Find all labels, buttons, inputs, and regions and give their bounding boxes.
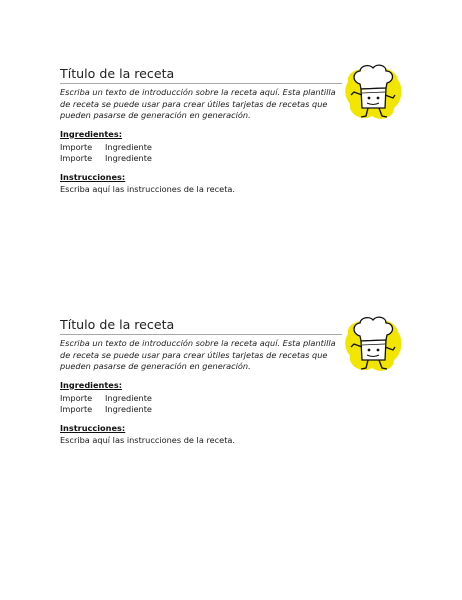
instructions-text[interactable]: Escriba aquí las instrucciones de la receta. bbox=[60, 434, 236, 445]
recipe-title[interactable]: Título de la receta bbox=[60, 317, 175, 332]
ingredient-name: Ingrediente bbox=[105, 153, 152, 163]
recipe-title[interactable]: Título de la receta bbox=[60, 66, 175, 81]
ingredient-row[interactable] bbox=[60, 153, 342, 165]
ingredients-list bbox=[60, 142, 342, 165]
ingredient-amount: Importe bbox=[60, 141, 93, 152]
chef-hat-character-icon bbox=[342, 314, 404, 376]
ingredient-amount: Importe bbox=[60, 392, 93, 403]
intro-line: Escriba un texto de introducción sobre la receta aquí. Esta plantilla bbox=[60, 87, 336, 97]
ingredient-name: Ingrediente bbox=[105, 392, 152, 403]
chef-hat-character-icon bbox=[342, 62, 404, 124]
ingredients-list bbox=[60, 393, 342, 416]
instructions-heading: Instrucciones: bbox=[60, 422, 126, 433]
chef-illustration-svg bbox=[342, 62, 404, 124]
chef-body bbox=[361, 88, 386, 108]
instructions-heading: Instrucciones: bbox=[60, 171, 126, 182]
ingredient-name: Ingrediente bbox=[105, 141, 152, 152]
recipe-intro[interactable] bbox=[60, 87, 342, 122]
ingredient-amount: Importe bbox=[60, 153, 93, 163]
ingredients-heading: Ingredientes: bbox=[60, 128, 122, 139]
ingredient-row[interactable] bbox=[60, 404, 342, 416]
chef-hat bbox=[354, 317, 393, 341]
ingredients-heading: Ingredientes: bbox=[60, 379, 122, 390]
recipe-card-1 bbox=[60, 66, 342, 195]
intro-line: de receta se puede usar para crear útiles tarjetas de recetas que bbox=[60, 98, 328, 109]
recipe-card-2 bbox=[60, 317, 342, 446]
ingredient-name: Ingrediente bbox=[105, 404, 152, 414]
ingredient-row[interactable] bbox=[60, 142, 342, 154]
ingredient-amount: Importe bbox=[60, 404, 93, 414]
chef-body bbox=[361, 340, 386, 360]
title-divider bbox=[60, 334, 342, 335]
chef-hat bbox=[354, 65, 393, 89]
title-divider bbox=[60, 83, 342, 84]
intro-line: Escriba un texto de introducción sobre la receta aquí. Esta plantilla bbox=[60, 338, 336, 348]
intro-line: pueden pasarse de generación en generación. bbox=[60, 361, 251, 371]
intro-line: de receta se puede usar para crear útiles tarjetas de recetas que bbox=[60, 349, 328, 360]
recipe-intro[interactable] bbox=[60, 338, 342, 373]
intro-line: pueden pasarse de generación en generación. bbox=[60, 110, 251, 120]
instructions-text[interactable]: Escriba aquí las instrucciones de la receta. bbox=[60, 183, 236, 194]
ingredient-row[interactable] bbox=[60, 393, 342, 405]
chef-illustration-svg bbox=[342, 314, 404, 376]
